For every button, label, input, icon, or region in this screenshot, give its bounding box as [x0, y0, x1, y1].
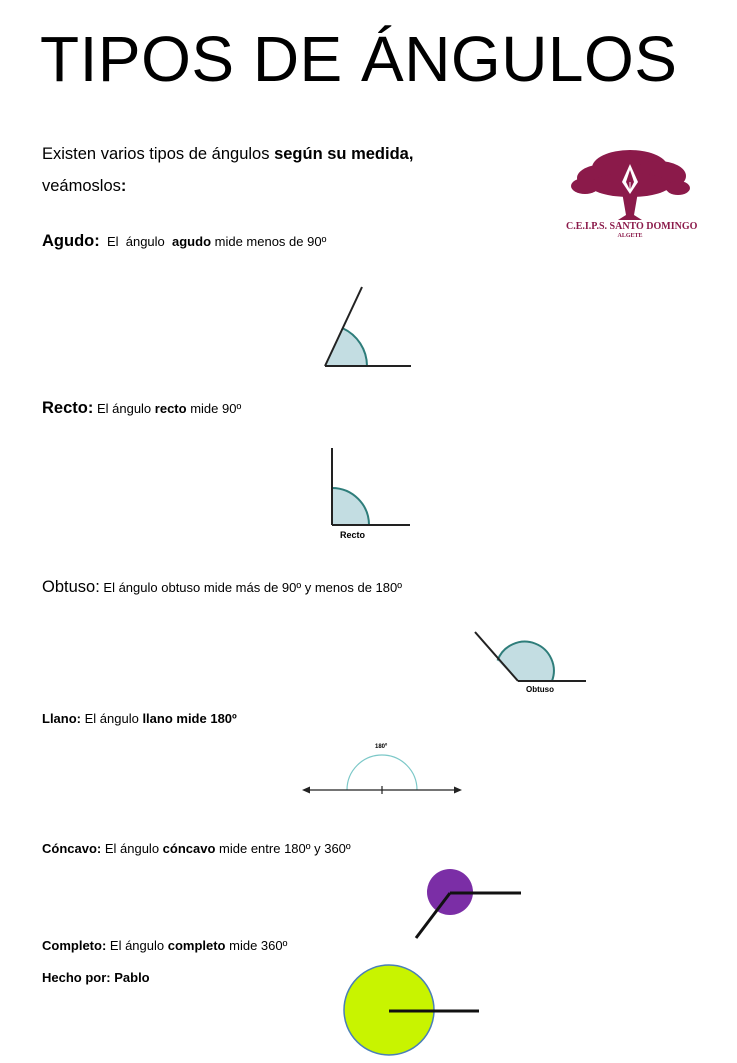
obtuse-angle-figure: [475, 632, 586, 681]
logo-place: ALGETE: [617, 233, 643, 239]
right-angle-figure: [332, 448, 410, 525]
section-llano: Llano: El ángulo llano mide 180º: [42, 711, 237, 726]
section-recto: Recto: El ángulo recto mide 90º: [42, 399, 242, 417]
section-obtuso: Obtuso: El ángulo obtuso mide más de 90º y menos de 180º: [42, 578, 402, 596]
obtuso-figure-label: Obtuso: [526, 685, 554, 694]
page-title: TIPOS DE ÁNGULOS: [40, 23, 678, 95]
section-agudo: Agudo: El ángulo agudo mide menos de 90º: [42, 232, 327, 250]
logo-school-name: C.E.I.P.S. SANTO DOMINGO: [566, 221, 698, 232]
acute-angle-figure: [325, 287, 411, 366]
straight-angle-figure: [302, 755, 462, 794]
concave-angle-figure: [416, 869, 521, 938]
section-completo: Completo: El ángulo completo mide 360º: [42, 938, 288, 953]
author-credit: Hecho por: Pablo: [42, 970, 150, 985]
intro-line-2: veámoslos:: [42, 177, 127, 195]
recto-figure-label: Recto: [340, 530, 366, 540]
complete-angle-figure: [344, 965, 479, 1055]
llano-figure-label: 180º: [375, 744, 388, 750]
section-concavo: Cóncavo: El ángulo cóncavo mide entre 180º y 360º: [42, 841, 351, 856]
intro-line-1: Existen varios tipos de ángulos según su medida,: [42, 145, 414, 163]
